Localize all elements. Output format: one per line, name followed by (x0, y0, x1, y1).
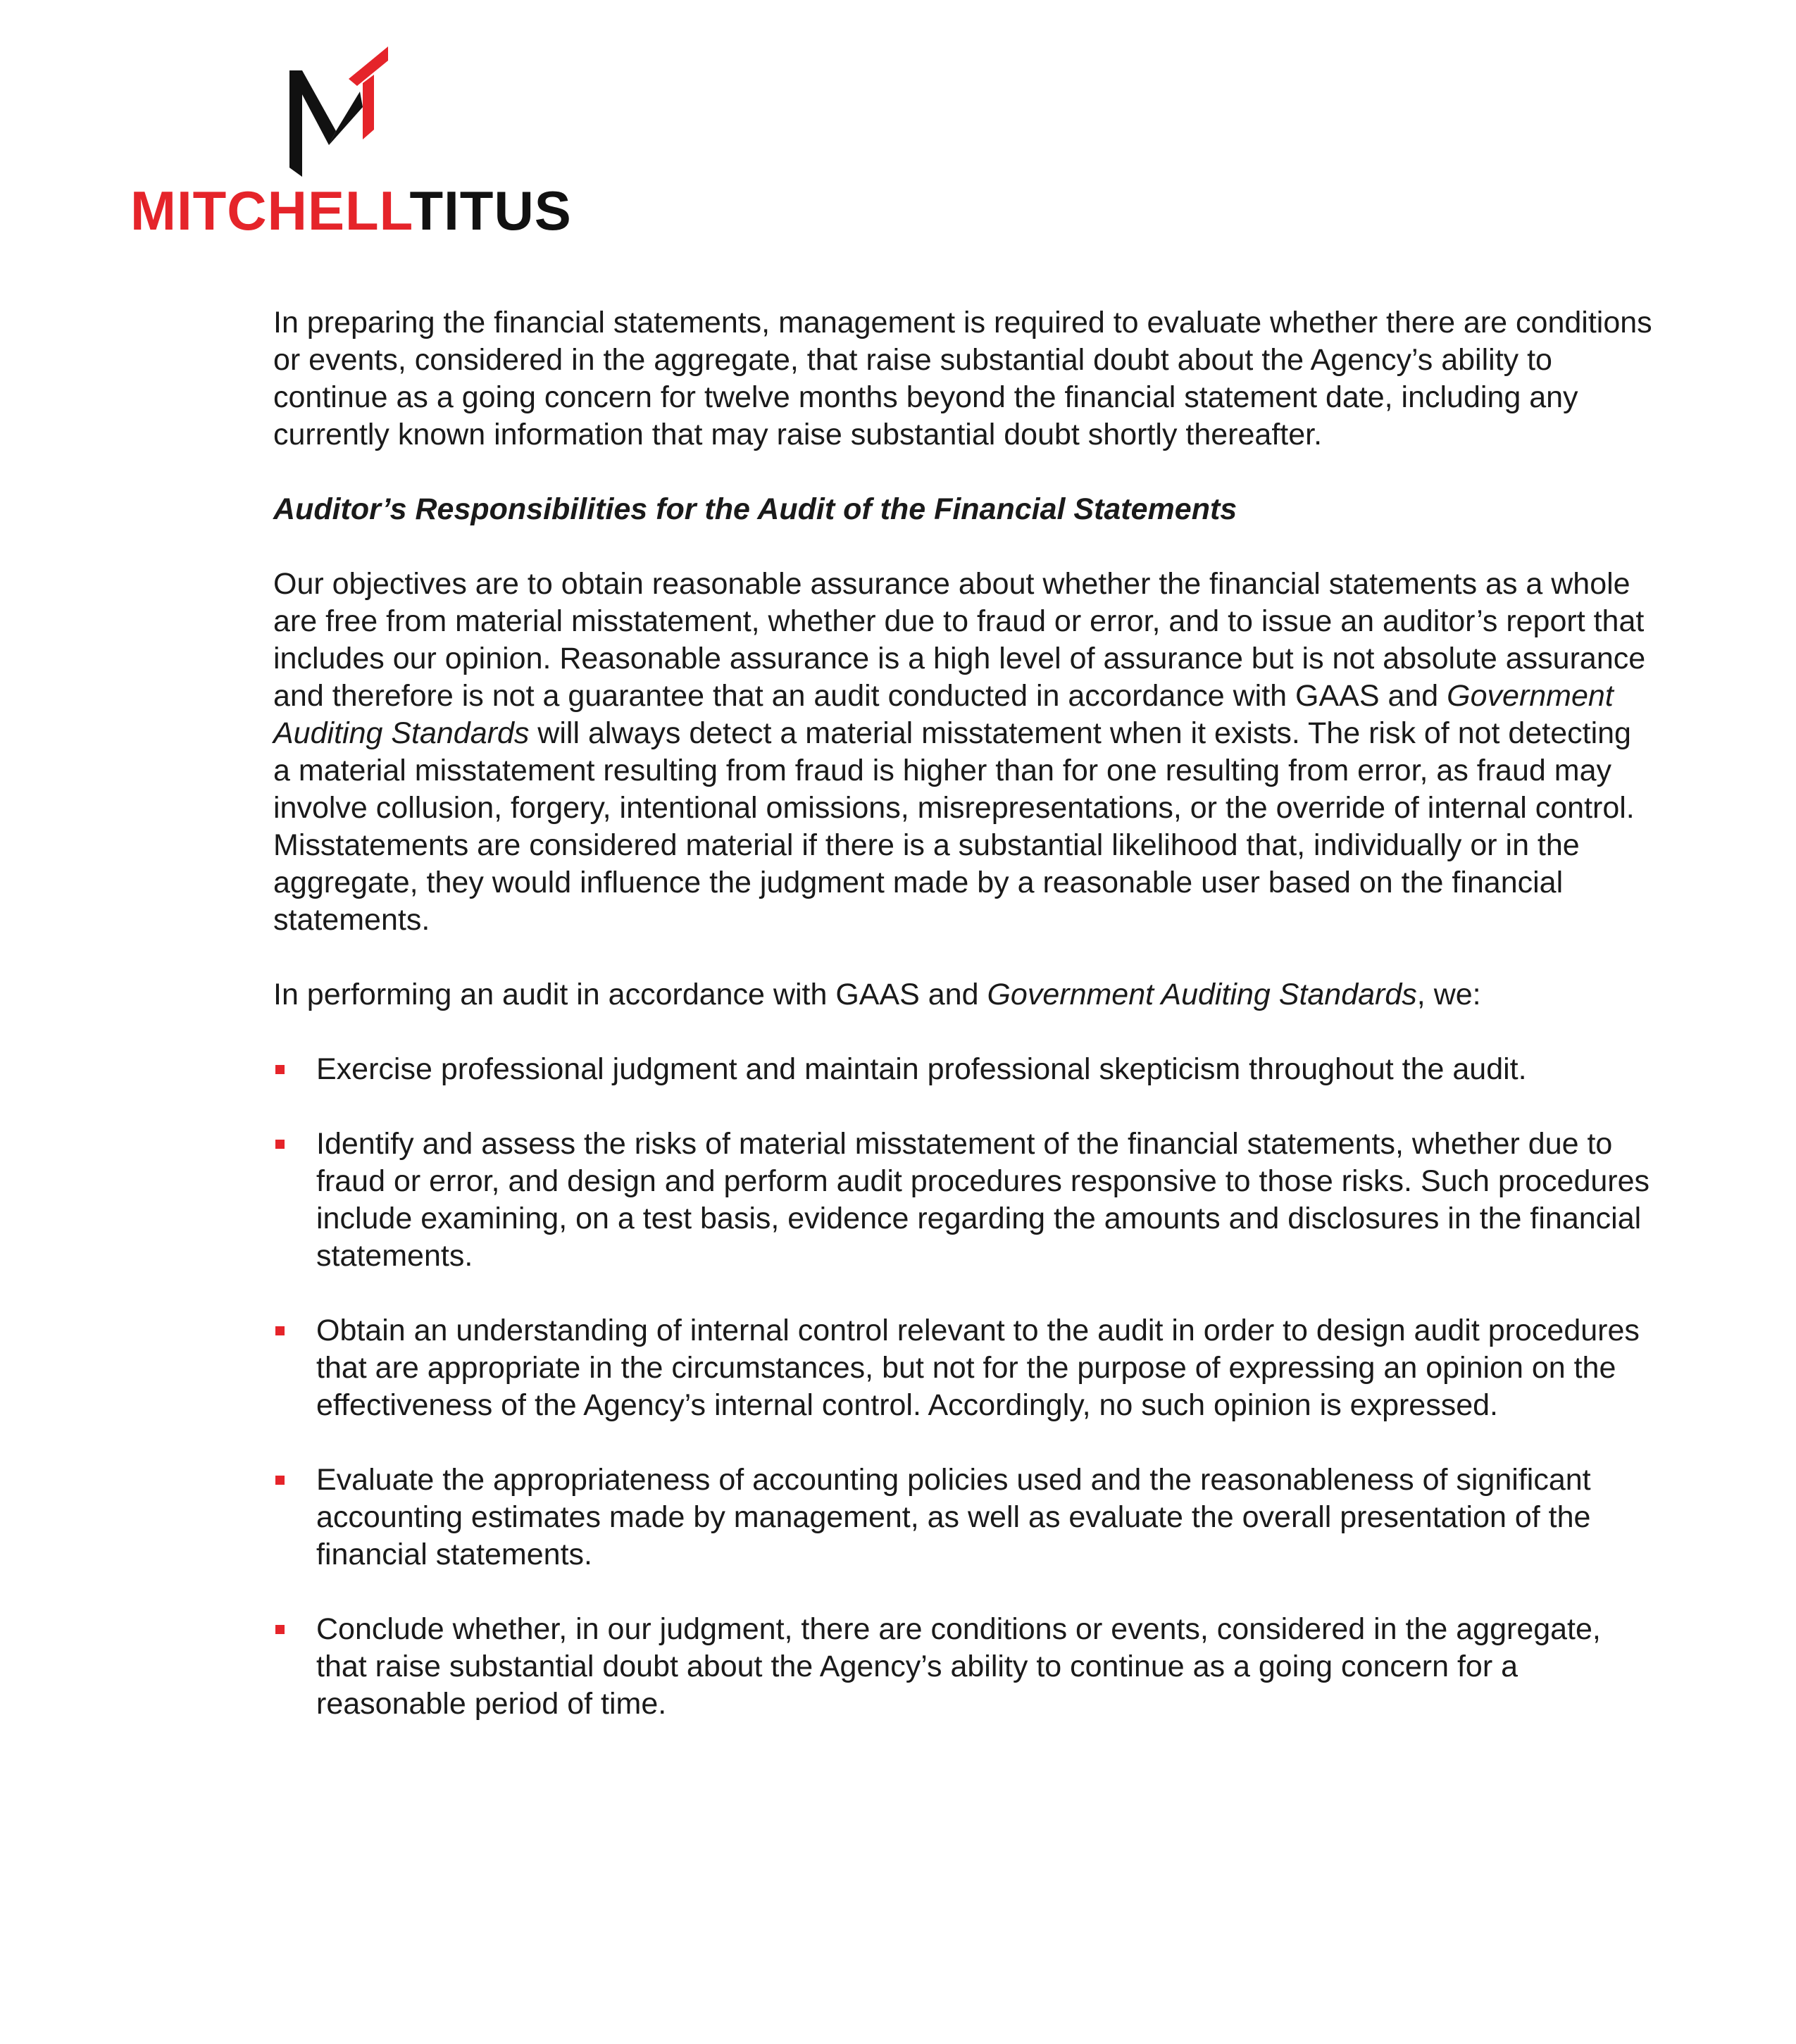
square-bullet-icon (275, 1065, 285, 1074)
section-heading: Auditor’s Responsibilities for the Audit of the Financial Statements (273, 492, 1237, 526)
list-item-text: Evaluate the appropriateness of accounting policies used and the reasonableness of significant accounting estimates made by management, as well as evaluate the overall presentation of the financial statements. (316, 1463, 1591, 1571)
paragraph-objectives-text-1: Our objectives are to obtain reasonable assurance about whether the financial statements as a whole are free from material misstatement, whether due to fraud or error, and to issue an auditor’s report that includes our opinion. Reasonable assurance is a high level of assurance but is not absolute assurance and therefore is not a guarantee that an audit conducted in accordance with GAAS and (273, 567, 1646, 713)
list-item (273, 1462, 1654, 1573)
square-bullet-icon (275, 1140, 285, 1149)
procedures-list (273, 1051, 1654, 1723)
paragraph-performing-text-1: In performing an audit in accordance with GAAS and (273, 978, 987, 1011)
paragraph-performing-italic: Government Auditing Standards (987, 978, 1417, 1011)
mt-monogram-icon (289, 46, 388, 177)
list-item (273, 1051, 1654, 1088)
square-bullet-icon (275, 1476, 285, 1485)
square-bullet-icon (275, 1625, 285, 1634)
paragraph-performing (273, 976, 1654, 1014)
list-item (273, 1312, 1654, 1424)
logo-wordmark (130, 180, 572, 242)
company-logo (130, 46, 572, 244)
paragraph-objectives-italic: Government Auditing Standards (273, 679, 1614, 750)
logo-name-mitchell: MITCHELL (130, 180, 410, 242)
list-item-text: Exercise professional judgment and maintain professional skepticism throughout the audit. (316, 1052, 1527, 1086)
square-bullet-icon (275, 1326, 285, 1335)
list-item-text: Conclude whether, in our judgment, there are conditions or events, considered in the aggregate, that raise substantial doubt about the Agency’s ability to continue as a going concern for a reasonable period of time. (316, 1612, 1601, 1721)
list-item-text: Identify and assess the risks of material misstatement of the financial statements, whether due to fraud or error, and design and perform audit procedures responsive to those risks. Such procedures include examining, on a test basis, evidence regarding the amounts and disclosures in the financial statements. (316, 1127, 1650, 1273)
paragraph-performing-text-2: , we: (1416, 978, 1481, 1011)
list-item (273, 1611, 1654, 1723)
paragraph-objectives-text-2: will always detect a material misstatement when it exists. The risk of not detecting a material misstatement resulting from fraud is higher than for one resulting from error, as fraud may involve collusion, forgery, intentional omissions, misrepresentations, or the override of internal control. Misstatements are considered material if there is a substantial likelihood that, individually or in the aggregate, they would influence the judgment made by a reasonable user based on the financial statements. (273, 716, 1635, 937)
paragraph-going-concern: In preparing the financial statements, management is required to evaluate whether there are conditions or events, considered in the aggregate, that raise substantial doubt about the Agency’s ability to continue as a going concern for twelve months beyond the financial statement date, including any currently known information that may raise substantial doubt shortly thereafter. (273, 306, 1652, 451)
document-body (273, 304, 1654, 1760)
paragraph-objectives (273, 566, 1654, 939)
logo-name-titus: TITUS (409, 180, 572, 242)
list-item-text: Obtain an understanding of internal control relevant to the audit in order to design audit procedures that are appropriate in the circumstances, but not for the purpose of expressing an opinion on the effectiveness of the Agency’s internal control. Accordingly, no such opinion is expressed. (316, 1314, 1640, 1422)
list-item (273, 1126, 1654, 1275)
